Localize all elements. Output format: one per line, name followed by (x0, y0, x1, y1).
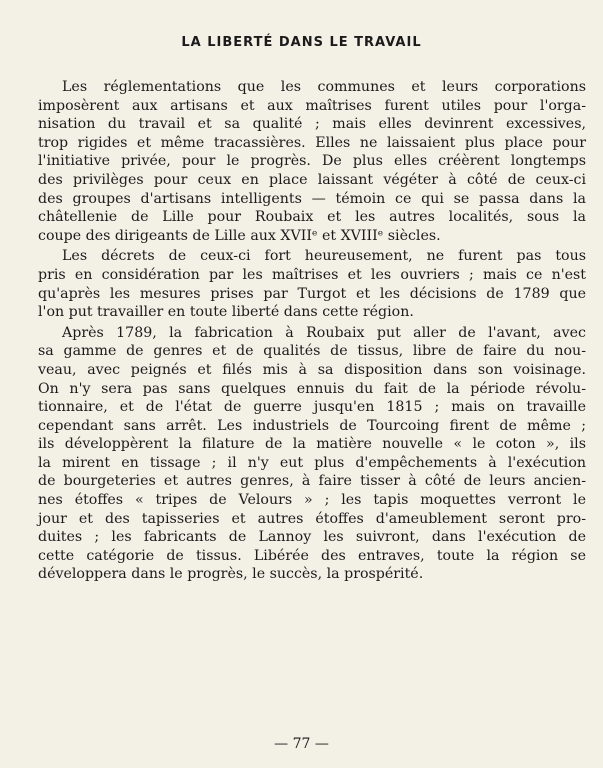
text-line: trop rigides et même tracassières. Elles ne laissaient plus place pour (38, 134, 586, 151)
page-number: — 77 — (274, 736, 329, 752)
text-line: nes étoffes « tripes de Velours » ; les tapis moquettes verront le (38, 492, 586, 509)
text-line: cependant sans arrêt. Les industriels de Tourcoing firent de même ; (38, 417, 586, 434)
text-line: veau, avec peignés et filés mis à sa disposition dans son voisinage. (38, 361, 586, 378)
text-line: développera dans le progrès, le succès, la prospérité. (38, 566, 424, 583)
text-line: de bourgeteries et autres genres, à faire tisser à côté de leurs ancien- (38, 473, 586, 490)
body-text (38, 78, 586, 586)
text-line: des privilèges pour ceux en place laissant végéter à côté de ceux-ci (38, 171, 586, 188)
text-line: pris en considération par les maîtrises et les ouvriers ; mais ce n'est (38, 266, 586, 283)
text-line: l'on put travailler en toute liberté dans cette région. (38, 304, 414, 321)
text-line: imposèrent aux artisans et aux maîtrises furent utiles pour l'orga- (38, 97, 586, 114)
text-line: coupe des dirigeants de Lille aux XVIIᵉ et XVIIIᵉ siècles. (38, 227, 441, 244)
text-line: cette catégorie de tissus. Libérée des entraves, toute la région se (38, 547, 586, 564)
paragraph (38, 247, 586, 321)
text-line: sa gamme de genres et de qualités de tissus, libre de faire du nou- (38, 343, 586, 360)
text-line: l'initiative privée, pour le progrès. De plus elles créèrent longtemps (38, 153, 586, 170)
text-line: Après 1789, la fabrication à Roubaix put aller de l'avant, avec (62, 324, 586, 341)
text-line: châtellenie de Lille pour Roubaix et les autres localités, sous la (38, 209, 586, 226)
text-line: On n'y sera pas sans quelques ennuis du fait de la période révolu- (38, 380, 586, 397)
text-line: Les réglementations que les communes et leurs corporations (62, 79, 586, 95)
text-line: des groupes d'artisans intelligents — témoin ce qui se passa dans la (38, 190, 586, 207)
text-line: qu'après les mesures prises par Turgot et les décisions de 1789 que (38, 285, 586, 302)
text-line: la mirent en tissage ; il n'y eut plus d'empêchements à l'exécution (38, 454, 586, 471)
text-line: tionnaire, et de l'état de guerre jusqu'en 1815 ; mais on travaille (38, 399, 586, 416)
text-line: Les décrets de ceux-ci fort heureusement, ne furent pas tous (62, 248, 586, 265)
paragraph (38, 78, 586, 245)
paragraph (38, 324, 586, 584)
text-line: duites ; les fabricants de Lannoy les suivront, dans l'exécution de (38, 529, 586, 546)
text-line: ils développèrent la filature de la matière nouvelle « le coton », ils (38, 436, 586, 453)
text-line: jour et des tapisseries et autres étoffes d'ameublement seront pro- (38, 510, 586, 527)
page-title: LA LIBERTÉ DANS LE TRAVAIL (181, 35, 422, 50)
text-line: nisation du travail et sa qualité ; mais elles devinrent excessives, (38, 116, 586, 133)
